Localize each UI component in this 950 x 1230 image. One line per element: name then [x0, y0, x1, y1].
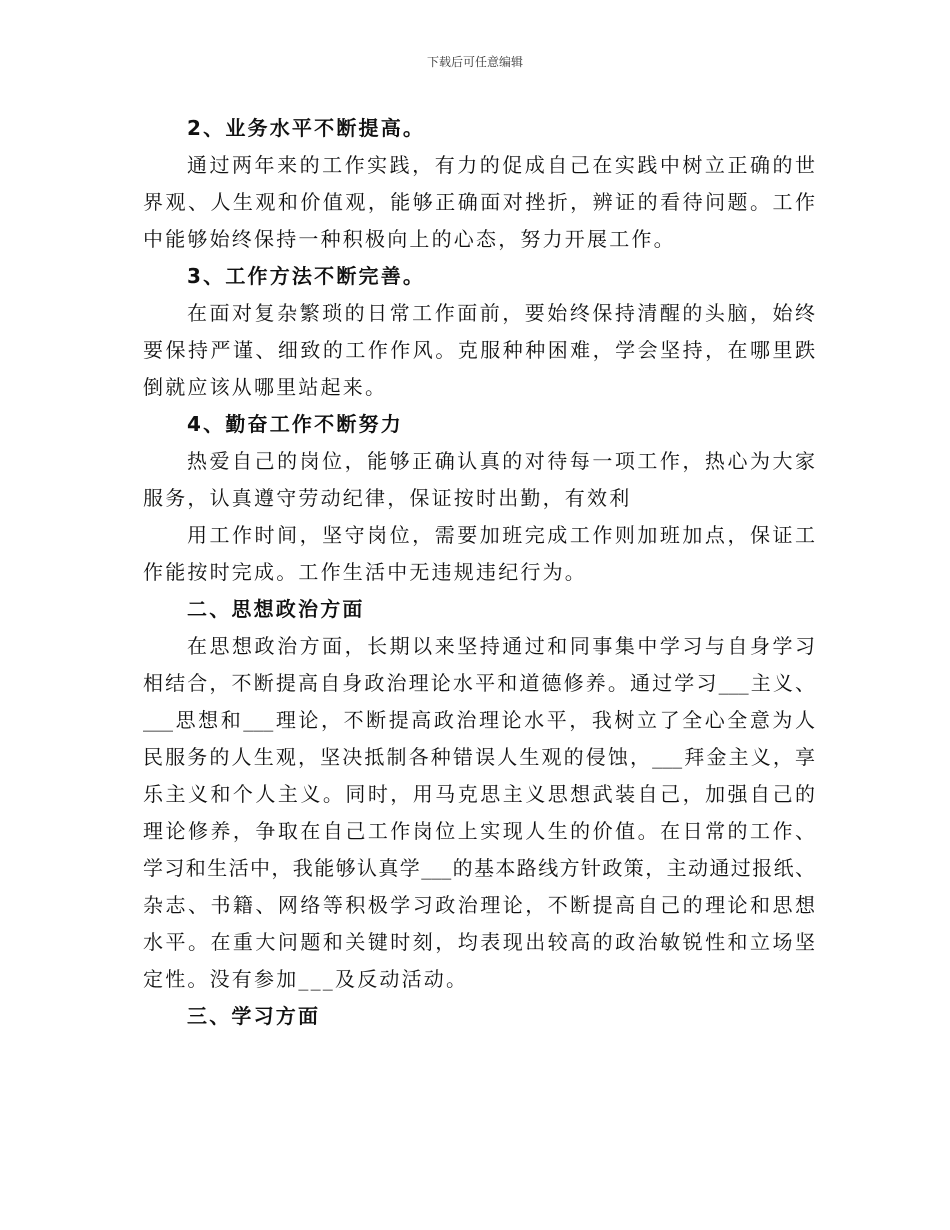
paragraph-line: 用工作时间，坚守岗位，需要加班完成工作则加班加点，保证工: [187, 523, 815, 547]
paragraph-line: 作能按时完成。工作生活中无违规违纪行为。: [143, 560, 587, 584]
page-header: 下载后可任意编辑: [426, 55, 523, 69]
paragraph-line: 服务，认真遵守劳动纪律，保证按时出勤，有效利: [143, 486, 632, 510]
paragraph-line: 水平。在重大问题和关键时刻，均表现出较高的政治敏锐性和立场坚: [143, 930, 815, 954]
paragraph-line: 相结合，不断提高自身政治理论水平和道德修养。通过学习___主义、: [143, 671, 815, 695]
section-heading-study: 三、学习方面: [187, 1004, 321, 1028]
paragraph-line: 定性。没有参加___及反动活动。: [143, 967, 469, 991]
paragraph-line: 在面对复杂繁琐的日常工作面前，要始终保持清醒的头脑，始终: [187, 301, 815, 325]
paragraph-line: 热爱自己的岗位，能够正确认真的对待每一项工作，热心为大家: [187, 449, 815, 473]
paragraph-line: 学习和生活中，我能够认真学___的基本路线方针政策，主动通过报纸、: [143, 856, 815, 880]
paragraph-line: ___思想和___理论，不断提高政治理论水平，我树立了全心全意为人: [143, 708, 815, 732]
section-heading-work-method: 3、工作方法不断完善。: [187, 264, 426, 288]
paragraph-line: 乐主义和个人主义。同时，用马克思主义思想武装自己，加强自己的: [143, 782, 815, 806]
paragraph-line: 界观、人生观和价值观，能够正确面对挫折，辨证的看待问题。工作: [143, 190, 815, 214]
paragraph-line: 理论修养，争取在自己工作岗位上实现人生的价值。在日常的工作、: [143, 819, 815, 843]
section-heading-political-thought: 二、思想政治方面: [187, 597, 365, 621]
section-heading-business-level: 2、业务水平不断提高。: [187, 116, 426, 140]
paragraph-line: 中能够始终保持一种积极向上的心态，努力开展工作。: [143, 227, 676, 251]
paragraph-line: 民服务的人生观，坚决抵制各种错误人生观的侵蚀，___拜金主义，享: [143, 745, 815, 769]
section-heading-diligent-work: 4、勤奋工作不断努力: [187, 412, 403, 436]
document-body: [143, 110, 815, 1035]
paragraph-line: 倒就应该从哪里站起来。: [143, 375, 388, 399]
paragraph-line: 杂志、书籍、网络等积极学习政治理论，不断提高自己的理论和思想: [143, 893, 815, 917]
paragraph-line: 要保持严谨、细致的工作作风。克服种种困难，学会坚持，在哪里跌: [143, 338, 815, 362]
paragraph-line: 通过两年来的工作实践，有力的促成自己在实践中树立正确的世: [187, 153, 815, 177]
paragraph-line: 在思想政治方面，长期以来坚持通过和同事集中学习与自身学习: [187, 634, 815, 658]
